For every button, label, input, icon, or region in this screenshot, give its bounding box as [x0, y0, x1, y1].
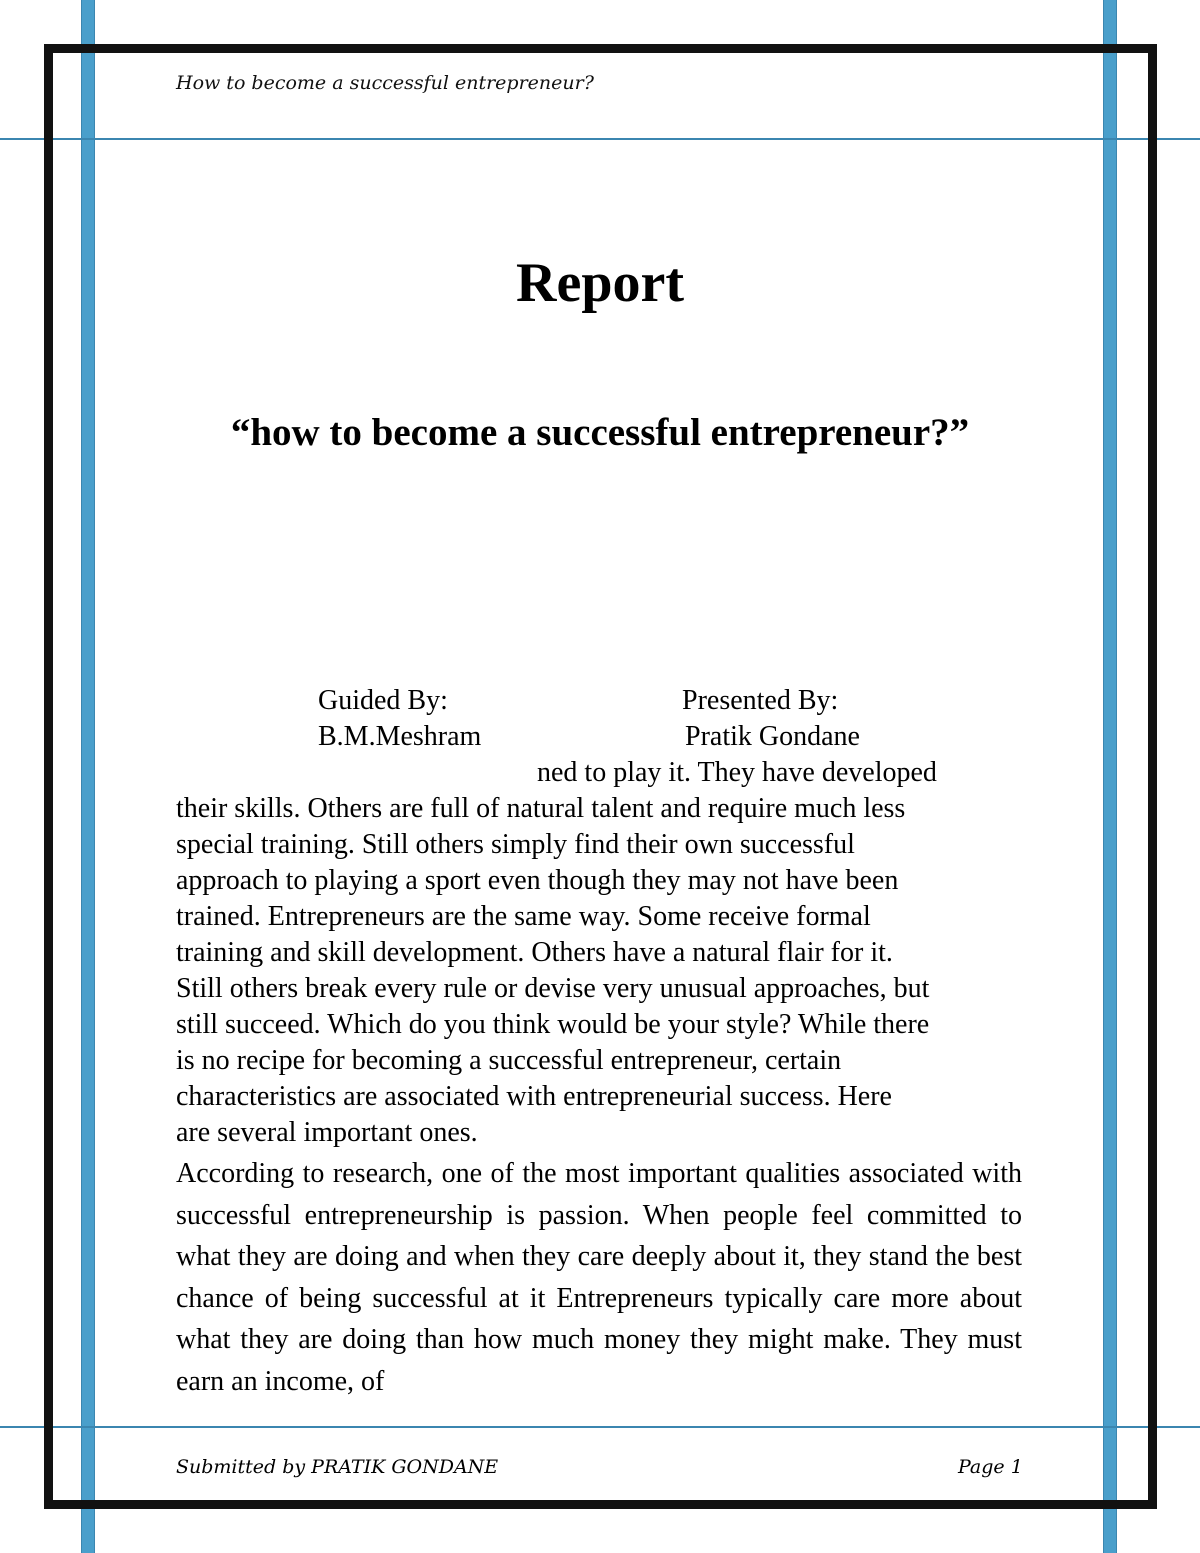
- footer-submitted-by: Submitted by PRATIK GONDANE: [176, 1456, 499, 1478]
- guide-name: B.M.Meshram: [318, 721, 482, 752]
- body-line: still succeed. Which do you think would be your style? While there: [176, 1009, 930, 1040]
- body-paragraph-1: [176, 755, 1036, 1151]
- body-line: is no recipe for becoming a successful entrepreneur, certain: [176, 1045, 842, 1076]
- report-subtitle: “how to become a successful entrepreneur?”: [230, 411, 970, 454]
- body-line: their skills. Others are full of natural talent and require much less: [176, 793, 906, 824]
- presenter-name: Pratik Gondane: [685, 721, 860, 752]
- body-line: special training. Still others simply find their own successful: [176, 829, 855, 860]
- body-line: approach to playing a sport even though they may not have been: [176, 865, 899, 896]
- body-line: Still others break every rule or devise very unusual approaches, but: [176, 973, 930, 1004]
- body-paragraph-2: According to research, one of the most important qualities associated with successful entrepreneurship is passion. When people feel committed to what they are doing and when they care deeply about it, they stand the best chance of being successful at it Entrepreneurs typically care more about what they are doing than how much money they might make. They must earn an income, of: [176, 1158, 1022, 1397]
- body-line: trained. Entrepreneurs are the same way. Some receive formal: [176, 901, 871, 932]
- page-title: Report: [516, 252, 684, 314]
- presented-by-label: Presented By:: [682, 685, 839, 716]
- body-line: ned to play it. They have developed: [537, 757, 937, 788]
- body-line: are several important ones.: [176, 1117, 478, 1148]
- body-line: training and skill development. Others have a natural flair for it.: [176, 937, 893, 968]
- body-line: characteristics are associated with entrepreneurial success. Here: [176, 1081, 892, 1112]
- guided-by-label: Guided By:: [318, 685, 448, 716]
- footer-page-number: Page 1: [958, 1456, 1023, 1478]
- running-header: How to become a successful entrepreneur?: [176, 72, 594, 94]
